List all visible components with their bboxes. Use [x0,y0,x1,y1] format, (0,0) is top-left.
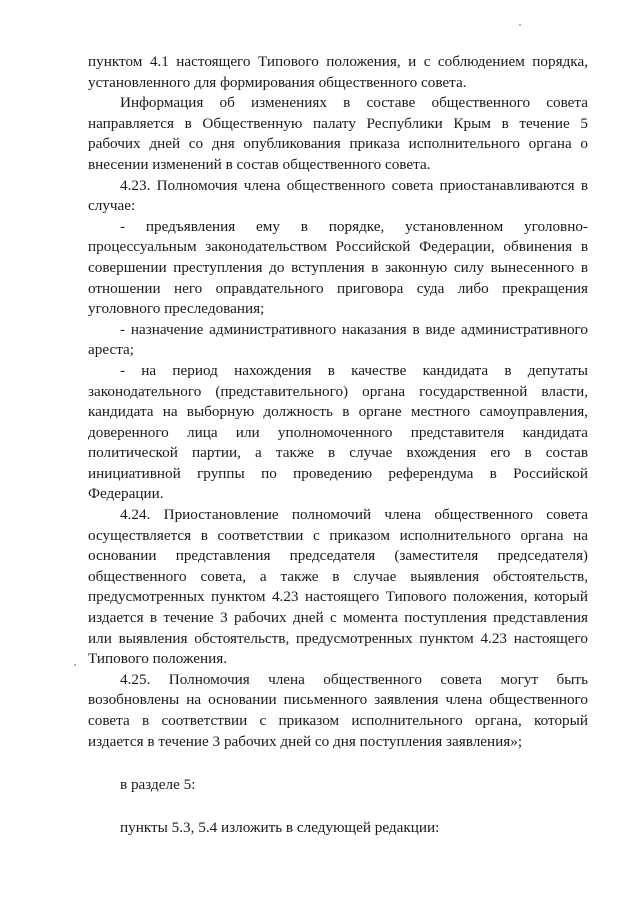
paragraph-points-5-3-5-4: пункты 5.3, 5.4 изложить в следующей редакции: [120,818,440,836]
paragraph-4-24: 4.24. Приостановление полномочий члена общественного совета осуществляется в соответствии с приказом исполнительного органа на основании представления председателя (заместителя председателя) общественного совета, а также в случае выявления обстоятельств, предусмотренных пунктом 4.23 настоящего Типового положения, который издается в течение 3 рабочих дней с момента поступления представления или выявления обстоятельств, предусмотренных пунктом 4.23 настоящего Типового положения. [88,506,588,668]
list-item-candidate: - на период нахождения в качестве кандидата в депутаты законодательного (представительного) органа государственной власти, кандидата на выборную должность в органе местного самоуправления, доверенного лица или уполномоченного представителя кандидата политической партии, а также в случае вхождения его в состав инициативной группы по проведению референдума в Российской Федерации. [88,361,588,503]
document-body [88,52,588,838]
paragraph-section-5: в разделе 5: [120,776,196,794]
spacer [88,752,588,775]
scan-speck [74,664,76,666]
list-item-charge: - предъявления ему в порядке, установленном уголовно-процессуальным законодательством Российской Федерации, обвинения в совершении преступления до вступления в законную силу вынесенного в отношении него оправдательного приговора суда либо прекращения уголовного преследования; [88,217,588,318]
paragraph-4-23: 4.23. Полномочия члена общественного совета приостанавливаются в случае: [88,176,588,215]
spacer [88,796,588,818]
paragraph-info-changes: Информация об изменениях в составе общественного совета направляется в Общественную палату Республики Крым в течение 5 рабочих дней со дня опубликования приказа исполнительного органа о внесении изменений в состав общественного совета. [88,94,588,173]
paragraph-4-25: 4.25. Полномочия члена общественного совета могут быть возобновлены на основании письменного заявления члена общественного совета в соответствии с приказом исполнительного органа, который издается в течение 3 рабочих дней со дня поступления заявления»; [88,670,588,750]
paragraph-continuation: пунктом 4.1 настоящего Типового положения, и с соблюдением порядка, установленного для формирования общественного совета. [88,53,588,91]
list-item-arrest: - назначение административного наказания в виде административного ареста; [88,320,588,359]
scan-speck [519,24,521,26]
